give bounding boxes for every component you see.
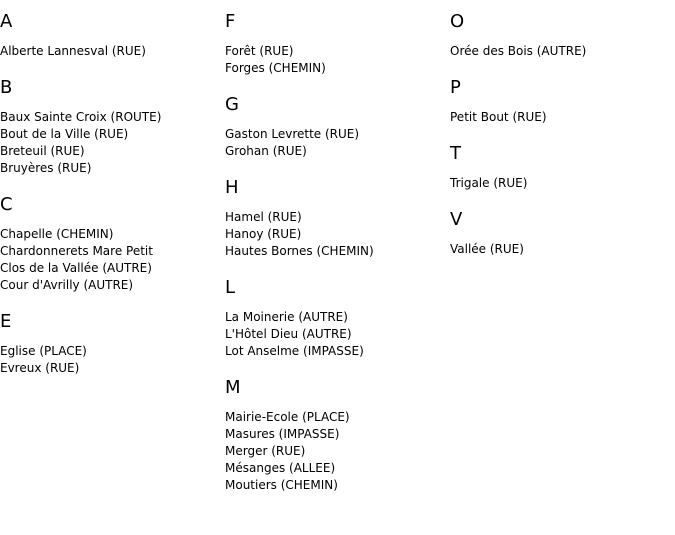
street-link[interactable]: Alberte Lannesval (RUE)	[0, 44, 146, 58]
street-link[interactable]: Masures (IMPASSE)	[225, 427, 340, 441]
street-link[interactable]: Bruyères (RUE)	[0, 161, 92, 175]
letter-group	[225, 95, 450, 160]
street-link[interactable]: Forêt (RUE)	[225, 44, 294, 58]
letter-group	[225, 278, 450, 360]
index-column-2	[225, 12, 450, 512]
letter-heading: M	[225, 377, 241, 398]
street-link[interactable]: Gaston Levrette (RUE)	[225, 127, 360, 141]
letter-group	[450, 78, 675, 126]
street-link[interactable]: Grohan (RUE)	[225, 144, 307, 158]
letter-heading: O	[450, 11, 465, 32]
street-list	[225, 209, 450, 260]
street-link[interactable]: Hanoy (RUE)	[225, 227, 302, 241]
street-list	[225, 43, 450, 77]
letter-heading: E	[0, 311, 12, 332]
letter-heading: L	[225, 277, 236, 298]
street-link[interactable]: Petit Bout (RUE)	[450, 110, 547, 124]
street-link[interactable]: La Moinerie (AUTRE)	[225, 310, 348, 324]
letter-group	[450, 12, 675, 60]
letter-group	[450, 210, 675, 258]
letter-group	[225, 12, 450, 77]
street-link[interactable]: Chapelle (CHEMIN)	[0, 227, 114, 241]
street-list	[225, 409, 450, 494]
letter-group	[450, 144, 675, 192]
street-list	[450, 109, 675, 126]
letter-heading: T	[450, 143, 461, 164]
letter-heading: P	[450, 77, 461, 98]
letter-heading: H	[225, 177, 239, 198]
street-link[interactable]: L'Hôtel Dieu (AUTRE)	[225, 327, 352, 341]
street-list	[225, 309, 450, 360]
street-link[interactable]: Evreux (RUE)	[0, 361, 80, 375]
street-link[interactable]: Bout de la Ville (RUE)	[0, 127, 129, 141]
street-list	[225, 126, 450, 160]
street-link[interactable]: Baux Sainte Croix (ROUTE)	[0, 110, 162, 124]
street-link[interactable]: Merger (RUE)	[225, 444, 306, 458]
street-list	[0, 109, 225, 177]
letter-group	[0, 195, 225, 294]
street-link[interactable]: Forges (CHEMIN)	[225, 61, 326, 75]
street-list	[0, 226, 225, 294]
letter-group	[0, 78, 225, 177]
street-link[interactable]: Cour d'Avrilly (AUTRE)	[0, 278, 134, 292]
street-link[interactable]: Trigale (RUE)	[450, 176, 528, 190]
letter-group	[0, 12, 225, 60]
street-list	[0, 43, 225, 60]
letter-heading: G	[225, 94, 239, 115]
street-link[interactable]: Breteuil (RUE)	[0, 144, 85, 158]
street-link[interactable]: Orée des Bois (AUTRE)	[450, 44, 587, 58]
letter-group	[0, 312, 225, 377]
letter-heading: B	[0, 77, 13, 98]
letter-heading: A	[0, 11, 13, 32]
street-link[interactable]: Eglise (PLACE)	[0, 344, 87, 358]
letter-group	[225, 178, 450, 260]
index-column-3	[450, 12, 675, 276]
index-column-1	[0, 12, 225, 395]
street-list	[450, 175, 675, 192]
letter-heading: C	[0, 194, 13, 215]
street-list	[0, 343, 225, 377]
street-link[interactable]: Hamel (RUE)	[225, 210, 302, 224]
street-link[interactable]: Moutiers (CHEMIN)	[225, 478, 338, 492]
street-link[interactable]: Mésanges (ALLEE)	[225, 461, 336, 475]
street-link[interactable]: Vallée (RUE)	[450, 242, 524, 256]
street-link[interactable]: Hautes Bornes (CHEMIN)	[225, 244, 374, 258]
street-list	[450, 241, 675, 258]
letter-group	[225, 378, 450, 494]
street-link[interactable]: Mairie-Ecole (PLACE)	[225, 410, 350, 424]
street-link[interactable]: Chardonnerets Mare Petit	[0, 244, 153, 258]
street-link[interactable]: Clos de la Vallée (AUTRE)	[0, 261, 152, 275]
letter-heading: F	[225, 11, 236, 32]
street-link[interactable]: Lot Anselme (IMPASSE)	[225, 344, 364, 358]
street-list	[450, 43, 675, 60]
letter-heading: V	[450, 209, 463, 230]
